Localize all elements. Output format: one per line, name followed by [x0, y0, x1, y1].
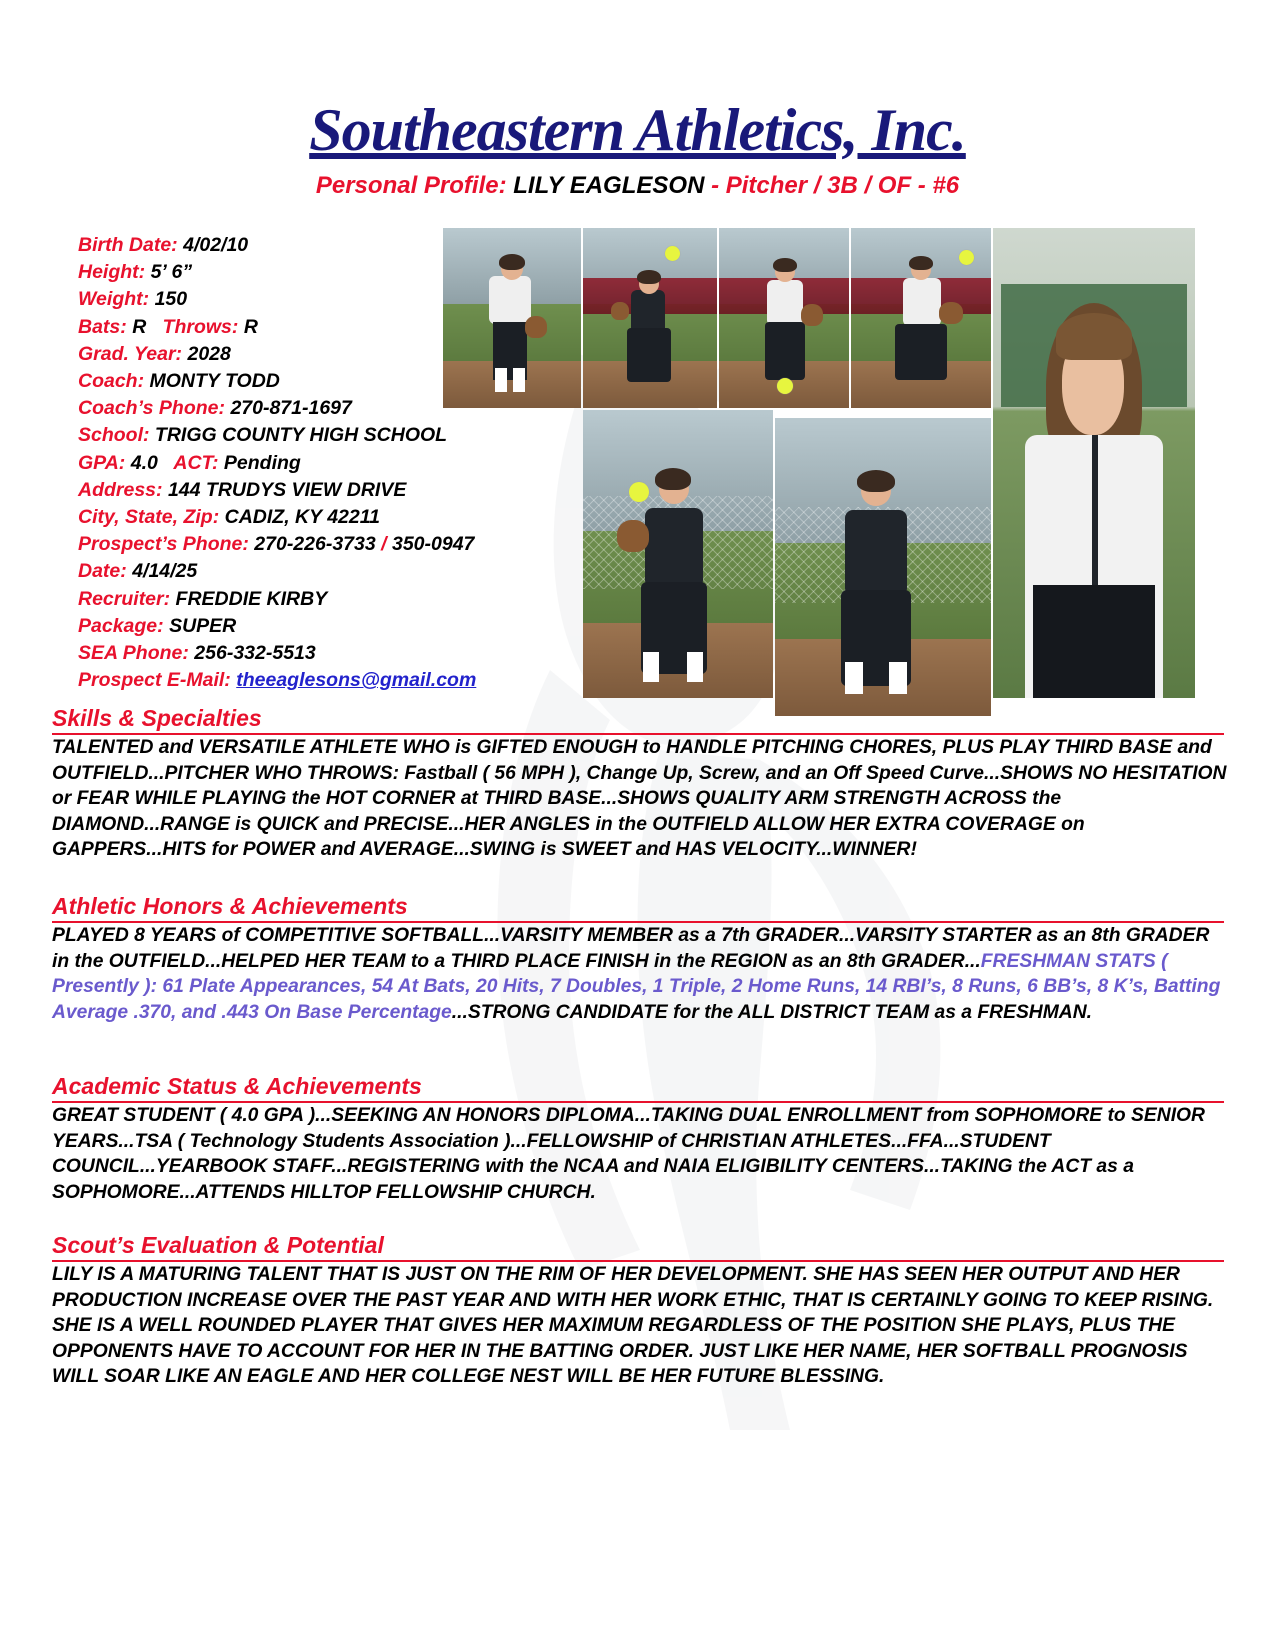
info-value: 4/02/10 — [183, 234, 249, 256]
athletic-text-before: PLAYED 8 YEARS of COMPETITIVE SOFTBALL...VARSITY MEMBER as a 7th GRADER...VARSITY STARTER as an 8th GRADER in the OUTFIELD...HELPED HER TEAM to a THIRD PLACE FINISH in the REGION as an 8th GRADER... — [52, 925, 1210, 972]
photo-portrait-standing — [993, 228, 1195, 698]
info-value: MONTY TODD — [149, 370, 280, 393]
info-label: Package: — [78, 614, 164, 637]
section-text-academic: GREAT STUDENT ( 4.0 GPA )...SEEKING AN HONORS DIPLOMA...TAKING DUAL ENROLLMENT from SOPHOMORE to SENIOR YEARS...TSA ( Technology Students Association )...FELLOWSHIP of CHRISTIAN ATHLETES...FFA...STUDENT COUNCIL...YEARBOOK STAFF...REGISTERING with the NCAA and NAIA ELIGIBILITY CENTERS...TAKING the ACT as a SOPHOMORE...ATTENDS HILLTOP FELLOWSHIP CHURCH. — [52, 1105, 1205, 1203]
photo-throwing-motion — [583, 410, 773, 698]
prospect-email-link[interactable]: theeaglesons@gmail.com — [236, 669, 477, 692]
section-heading-athletic: Athletic Honors & Achievements — [52, 893, 1224, 923]
info-label: Address: — [78, 478, 163, 501]
info-value: SUPER — [169, 614, 237, 637]
info-label: Grad. Year: — [78, 342, 183, 365]
info-label: Bats: — [78, 315, 127, 338]
info-value: 270-226-3733 — [254, 533, 376, 556]
info-value: 144 TRUDYS VIEW DRIVE — [167, 478, 407, 501]
info-label-secondary: ACT: — [173, 451, 219, 474]
info-label: Date: — [78, 560, 127, 583]
section-heading-skills: Skills & Specialties — [52, 705, 1224, 735]
photo-fielding-ready — [443, 228, 581, 408]
info-value: FREDDIE KIRBY — [175, 587, 328, 610]
section-heading-scout: Scout’s Evaluation & Potential — [52, 1232, 1224, 1262]
page-title: Southeastern Athletics, Inc. — [309, 97, 966, 163]
photo-pitching-stride — [851, 228, 991, 408]
photo-batting-stance — [775, 418, 991, 716]
info-label: Prospect’s Phone: — [78, 533, 249, 556]
info-label-secondary: Throws: — [162, 315, 239, 338]
info-value: 256-332-5513 — [194, 642, 316, 665]
info-value-secondary: 350-0947 — [391, 533, 475, 556]
photo-collage — [443, 228, 1195, 698]
info-label: Recruiter: — [78, 587, 171, 610]
info-value: TRIGG COUNTY HIGH SCHOOL — [154, 424, 448, 447]
info-label: GPA: — [78, 451, 126, 474]
info-label: SEA Phone: — [78, 642, 189, 665]
info-value-secondary: Pending — [223, 451, 301, 474]
info-value-secondary: R — [243, 315, 258, 338]
info-value: CADIZ, KY 42211 — [224, 506, 380, 529]
info-label: Coach’s Phone: — [78, 397, 226, 420]
photo-pitching-release — [719, 228, 849, 408]
info-label: Birth Date: — [78, 234, 178, 256]
athlete-name: LILY EAGLESON — [513, 172, 705, 199]
info-value: 4.0 — [130, 451, 158, 474]
info-value: 4/14/25 — [132, 560, 198, 583]
section-text-scout: LILY IS A MATURING TALENT THAT IS JUST ON THE RIM OF HER DEVELOPMENT. SHE HAS SEEN HER OUTPUT AND HER PRODUCTION INCREASE OVER THE PAST YEAR AND WITH HER WORK ETHIC, THAT IS CERTAINLY GOING TO KEEP RISING. SHE IS A WELL ROUNDED PLAYER THAT GIVES HER MAXIMUM REGARDLESS OF THE POSITION SHE PLAYS, PLUS THE OPPONENTS HAVE TO ACCOUNT FOR HER IN THE BATTING ORDER. JUST LIKE HER NAME, HER SOFTBALL PROGNOSIS WILL SOAR LIKE AN EAGLE AND HER COLLEGE NEST WILL BE HER FUTURE BLESSING. — [52, 1264, 1214, 1388]
info-label: Coach: — [78, 370, 145, 393]
section-heading-academic: Academic Status & Achievements — [52, 1073, 1224, 1103]
info-label: City, State, Zip: — [78, 506, 220, 529]
athlete-positions: - Pitcher / 3B / OF - #6 — [711, 172, 960, 199]
info-label: Prospect E-Mail: — [78, 669, 231, 692]
athletic-text-after: ...STRONG CANDIDATE for the ALL DISTRICT TEAM as a FRESHMAN. — [451, 1001, 1092, 1023]
info-value: 270-871-1697 — [230, 397, 352, 420]
profile-label: Personal Profile: — [315, 172, 507, 199]
info-label: School: — [78, 424, 150, 447]
profile-subtitle — [0, 172, 1275, 200]
photo-pitching-windup — [583, 228, 717, 408]
info-value: 5’ 6” — [150, 261, 193, 284]
info-label: Weight: — [78, 288, 150, 311]
section-text-skills: TALENTED and VERSATILE ATHLETE WHO is GIFTED ENOUGH to HANDLE PITCHING CHORES, PLUS PLAY THIRD BASE and OUTFIELD...PITCHER WHO THROWS: Fastball ( 56 MPH ), Change Up, Screw, and an Off Speed Curve...SHOWS NO HESITATION or FEAR WHILE PLAYING the HOT CORNER at THIRD BASE...SHOWS QUALITY ARM STRENGTH ACROSS the DIAMOND...RANGE is QUICK and PRECISE...HER ANGLES in the OUTFIELD ALLOW HER EXTRA COVERAGE on GAPPERS...HITS for POWER and AVERAGE...SWING is SWEET and HAS VELOCITY...WINNER! — [52, 737, 1227, 861]
section-text-athletic — [52, 923, 1228, 1025]
info-value: 2028 — [187, 342, 231, 365]
freshman-stats-highlight: FRESHMAN STATS ( Presently ): 61 Plate Appearances, 54 At Bats, 20 Hits, 7 Doubles, 1 Triple, 2 Home Runs, 14 RBI’s, 8 Runs, 6 BB’s, 8 K’s, Batting Average .370, and .443 On Base Percentage — [52, 950, 1221, 1023]
info-value: 150 — [154, 288, 188, 311]
info-value: R — [132, 315, 147, 338]
info-separator: / — [381, 533, 387, 556]
info-label: Height: — [78, 261, 146, 284]
